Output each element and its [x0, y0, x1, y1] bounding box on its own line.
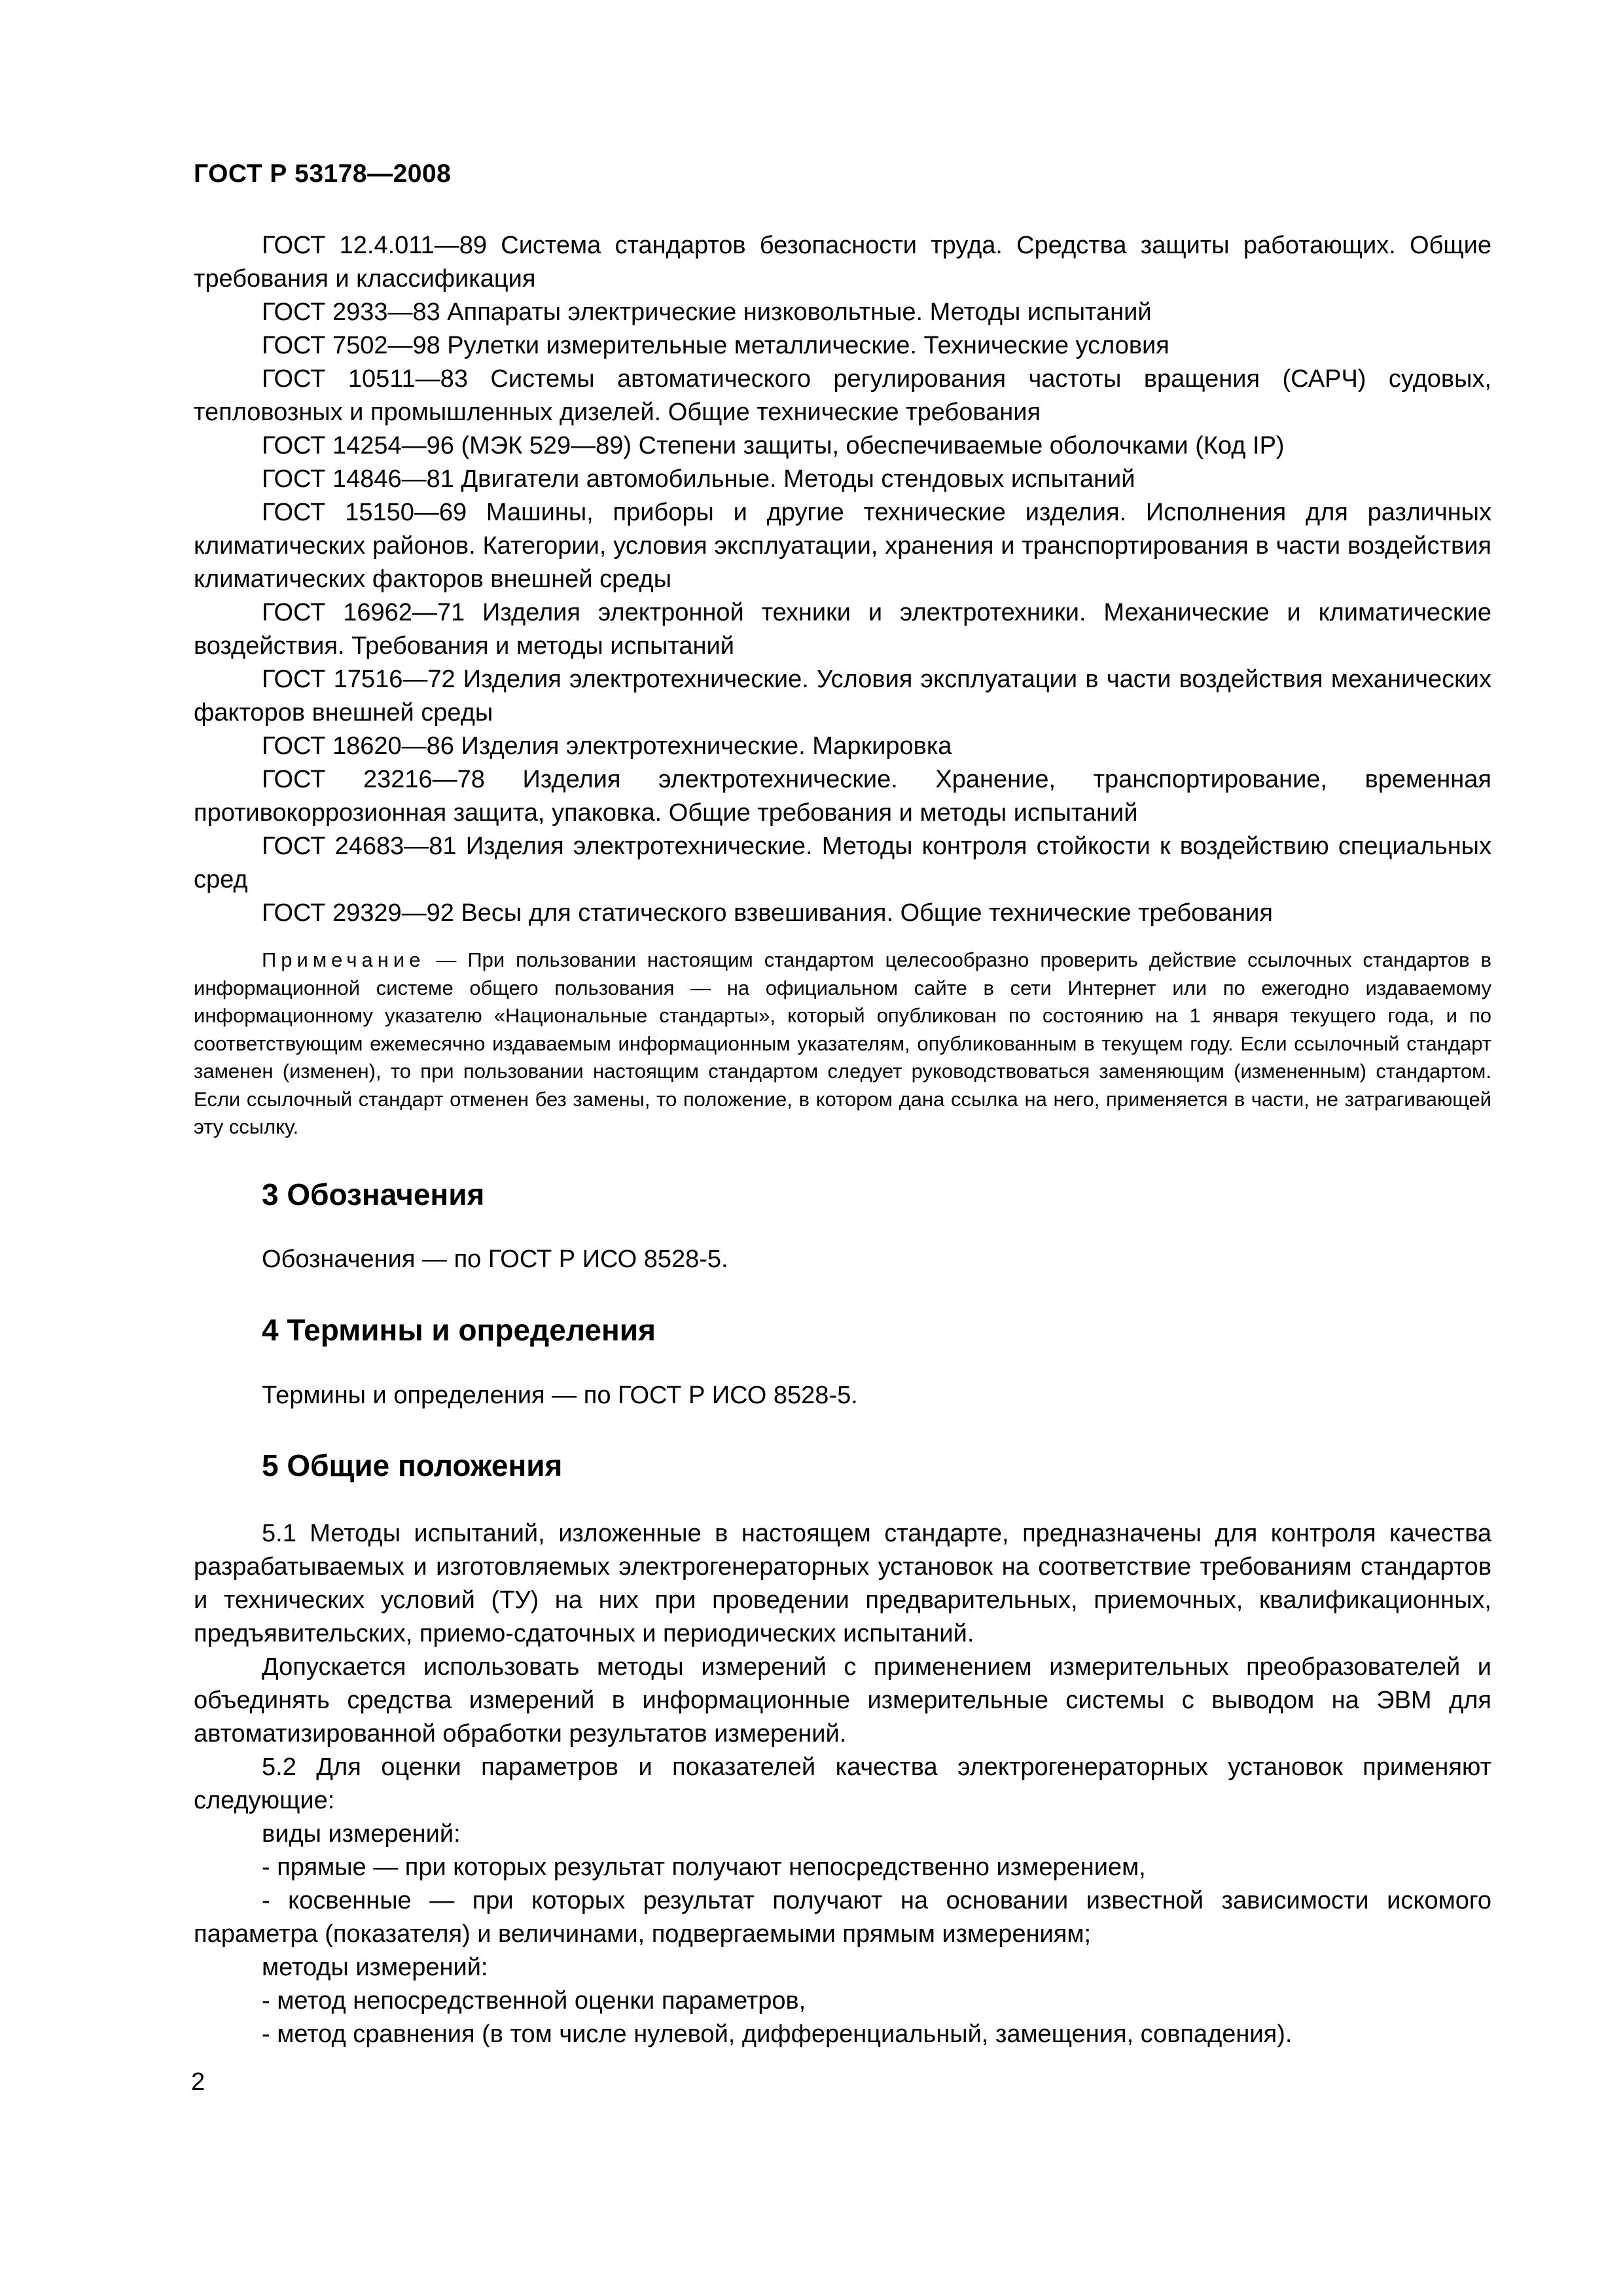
- page-number: 2: [191, 2068, 205, 2096]
- note-label: Примечание: [262, 948, 425, 971]
- reference-item: ГОСТ 14846—81 Двигатели автомобильные. Методы стендовых испытаний: [262, 465, 1135, 493]
- section-4-heading: 4 Термины и определения: [262, 1313, 656, 1347]
- section-5-body: [194, 1517, 1491, 2051]
- section-5-paragraph: - прямые — при которых результат получают непосредственно измерением,: [262, 1854, 1146, 1881]
- document-header: ГОСТ Р 53178—2008: [194, 160, 452, 188]
- reference-item: ГОСТ 23216—78 Изделия электротехнические. Хранение, транспортирование, временная противокоррозионная защита, упаковка. Общие требования и методы испытаний: [194, 766, 1491, 827]
- note-paragraph: [194, 946, 1491, 1141]
- section-5-paragraph: 5.2 Для оценки параметров и показателей качества электрогенераторных установок применяют следующие:: [194, 1753, 1491, 1814]
- section-5-heading: 5 Общие положения: [262, 1448, 563, 1482]
- section-5-paragraph: - косвенные — при которых результат получают на основании известной зависимости искомого параметра (показателя) и величинами, подвергаемыми прямым измерениям;: [194, 1887, 1491, 1948]
- reference-item: ГОСТ 2933—83 Аппараты электрические низковольтные. Методы испытаний: [262, 298, 1152, 326]
- reference-item: ГОСТ 14254—96 (МЭК 529—89) Степени защиты, обеспечиваемые оболочками (Код IP): [262, 432, 1285, 459]
- reference-item: ГОСТ 16962—71 Изделия электронной техники и электротехники. Механические и климатические воздействия. Требования и методы испытаний: [194, 599, 1491, 660]
- reference-item: ГОСТ 15150—69 Машины, приборы и другие технические изделия. Исполнения для различных климатических районов. Категории, условия эксплуатации, хранения и транспортирования в части воздействия климатических факторов внешней среды: [194, 499, 1491, 593]
- reference-item: ГОСТ 29329—92 Весы для статического взвешивания. Общие технические требования: [262, 899, 1273, 927]
- normative-references: [194, 229, 1491, 930]
- section-3-text: Обозначения — по ГОСТ Р ИСО 8528-5.: [262, 1246, 728, 1273]
- reference-item: ГОСТ 17516—72 Изделия электротехнические. Условия эксплуатации в части воздействия механических факторов внешней среды: [194, 666, 1491, 726]
- note-text: — При пользовании настоящим стандартом целесообразно проверить действие ссылочных стандартов в информационной системе общего пользования — на официальном сайте в сети Интернет или по ежегодно издаваемому информационному указателю «Национальные стандарты», который опубликован по состоянию на 1 января текущего года, и по соответствующим ежемесячно издаваемым информационным указателям, опубликованным в текущем году. Если ссылочный стандарт заменен (изменен), то при пользовании настоящим стандартом следует руководствоваться заменяющим (измененным) стандартом. Если ссылочный стандарт отменен без замены, то положение, в котором дана ссылка на него, применяется в части, не затрагивающей эту ссылку.: [194, 948, 1491, 1138]
- reference-item: ГОСТ 12.4.011—89 Система стандартов безопасности труда. Средства защиты работающих. Общие требования и классификация: [194, 232, 1491, 293]
- section-4-text: Термины и определения — по ГОСТ Р ИСО 8528-5.: [262, 1382, 858, 1409]
- reference-item: ГОСТ 18620—86 Изделия электротехнические. Маркировка: [262, 732, 952, 760]
- reference-item: ГОСТ 10511—83 Системы автоматического регулирования частоты вращения (САРЧ) судовых, тепловозных и промышленных дизелей. Общие технические требования: [194, 365, 1491, 426]
- section-5-paragraph: виды измерений:: [262, 1820, 461, 1848]
- section-5-paragraph: методы измерений:: [262, 1954, 488, 1981]
- section-5-paragraph: Допускается использовать методы измерений с применением измерительных преобразователей и объединять средства измерений в информационные измерительные системы с выводом на ЭВМ для автоматизированной обработки результатов измерений.: [194, 1653, 1491, 1748]
- reference-item: ГОСТ 7502—98 Рулетки измерительные металлические. Технические условия: [262, 332, 1169, 359]
- note-block: [194, 946, 1491, 1141]
- section-5-paragraph: 5.1 Методы испытаний, изложенные в настоящем стандарте, предназначены для контроля качества разрабатываемых и изготовляемых электрогенераторных установок на соответствие требованиям стандартов и технических условий (ТУ) на них при проведении предварительных, приемочных, квалификационных, предъявительских, приемо-сдаточных и периодических испытаний.: [194, 1520, 1491, 1647]
- reference-item: ГОСТ 24683—81 Изделия электротехнические. Методы контроля стойкости к воздействию специальных сред: [194, 833, 1491, 893]
- section-5-paragraph: - метод непосредственной оценки параметров,: [262, 1987, 806, 2015]
- section-3-heading: 3 Обозначения: [262, 1177, 485, 1211]
- section-5-paragraph: - метод сравнения (в том числе нулевой, дифференциальный, замещения, совпадения).: [262, 2020, 1293, 2048]
